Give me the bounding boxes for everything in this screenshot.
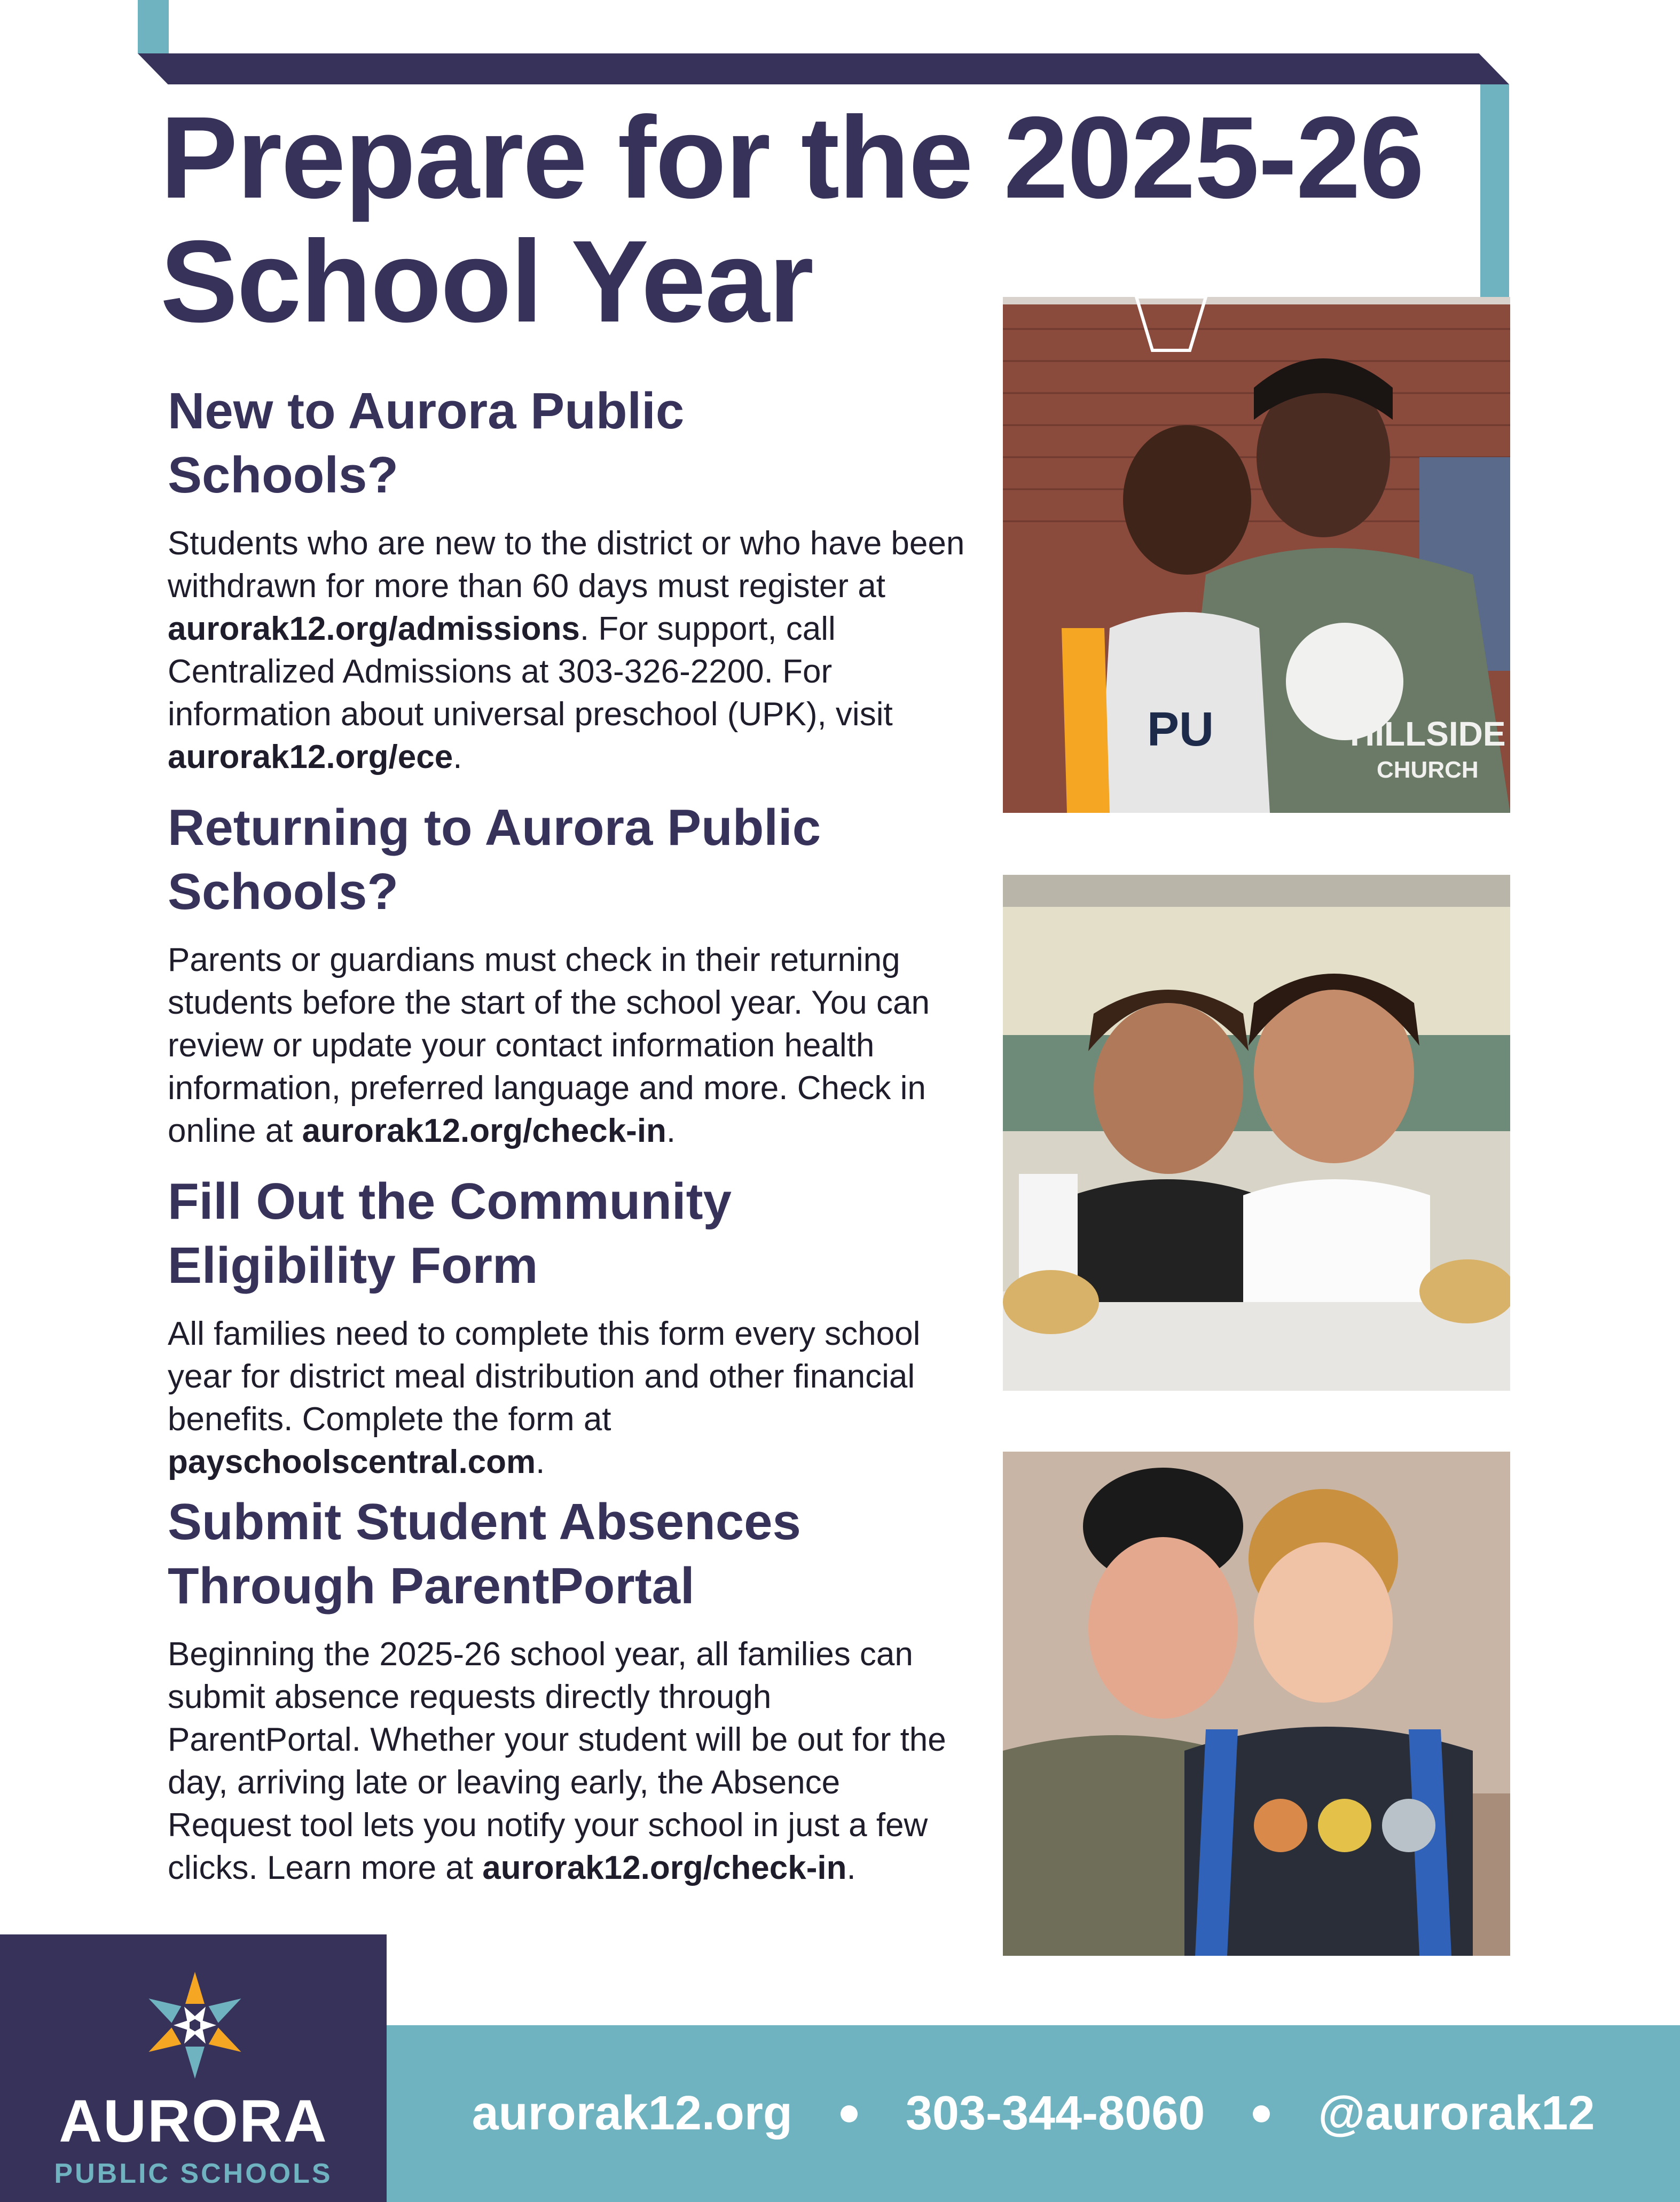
section-heading: Submit Student Absences Through ParentPortal [168,1493,801,1615]
section-heading: Returning to Aurora Public Schools? [168,799,821,920]
footer-contact-bar [387,2025,1680,2202]
footer-website-link[interactable]: aurorak12.org [472,2087,792,2140]
section-body: Beginning the 2025-26 school year, all families can submit absence requests directly through ParentPortal. Whether your student will be out for the day, arriving late or leaving early, the Absence Request tool lets you notify your school in just a few clicks. Learn more at aurorak12.org/check-in. [168,1636,946,1886]
shirt-text-line2: CHURCH [1377,757,1479,783]
admissions-link[interactable]: aurorak12.org/admissions [168,610,580,647]
page-title: Prepare for the 2025-26 School Year [160,93,1424,347]
svg-text:PU: PU [1147,703,1214,756]
frame-accent-teal-right [1480,84,1509,298]
section-body: All families need to complete this form every school year for district meal distribution and other financial benefits. Complete the form at payschoolscentral.com. [168,1315,921,1480]
logo-subtitle: PUBLIC SCHOOLS [54,2158,333,2189]
section-student-absences [168,1490,969,1890]
footer-phone-link[interactable]: 303-344-8060 [905,2087,1205,2140]
payschoolscentral-link[interactable]: payschoolscentral.com [168,1444,536,1480]
photo-soldier-and-son [1003,1452,1510,1956]
section-returning-students [168,796,969,1170]
section-eligibility-form [168,1170,969,1490]
photo-two-girls-lunch [1003,875,1510,1391]
ece-link[interactable]: aurorak12.org/ece [168,739,453,775]
check-in-link[interactable]: aurorak12.org/check-in [482,1850,847,1886]
section-body: Students who are new to the district or who have been withdrawn for more than 60 days must register at aurorak12.org/admissions. For support, call Centralized Admissions at 303-326-2200. For information about universal preschool (UPK), visit aurorak12.org/ece. [168,525,965,775]
separator-dot-icon [841,2105,858,2122]
logo-wordmark: AURORA [59,2088,328,2154]
frame-accent-navy-bar [138,53,1509,84]
section-new-students [168,379,969,796]
check-in-link[interactable]: aurorak12.org/check-in [302,1112,666,1149]
separator-dot-icon [1253,2105,1270,2122]
shirt-text-line1: HILLSIDE [1350,715,1506,753]
photo-mother-and-son [1003,297,1510,813]
content-column [168,379,969,1890]
footer-logo-block [0,1934,387,2202]
frame-accent-teal-top [138,0,169,53]
aurora-logo-icon [136,1966,254,2084]
section-body: Parents or guardians must check in their returning students before the start of the school year. You can review or update your contact information health information, preferred language and more. Check in online at aurorak12.org/check-in. [168,942,930,1149]
section-heading: Fill Out the Community Eligibility Form [168,1173,732,1294]
footer-contacts [387,2025,1680,2202]
section-heading: New to Aurora Public Schools? [168,382,685,504]
footer-social-link[interactable]: @aurorak12 [1318,2087,1595,2140]
